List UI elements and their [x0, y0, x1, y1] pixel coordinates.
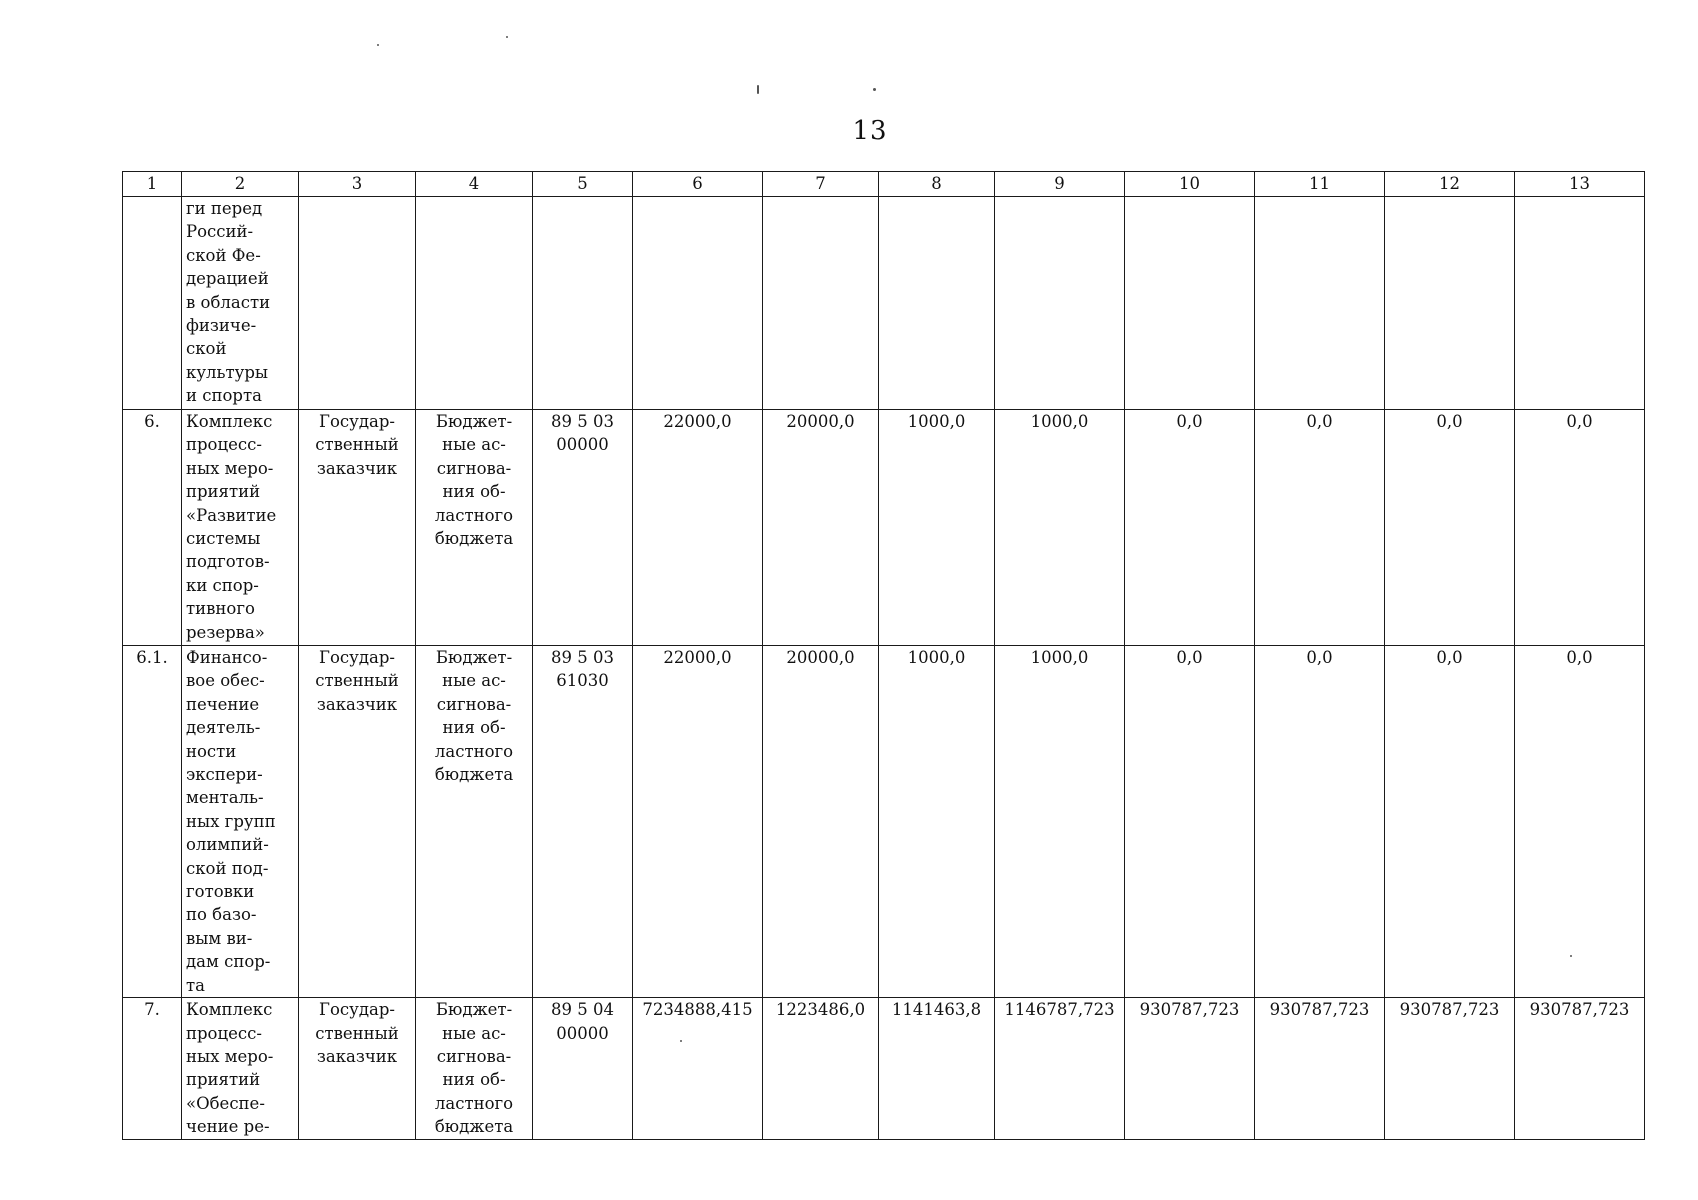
amount-cell: 930787,723 [1385, 998, 1515, 1139]
cell-line: «Развитие [186, 505, 277, 525]
cell-line: заказчик [316, 694, 398, 714]
customer-cell [299, 410, 416, 646]
amount-cell [1125, 197, 1255, 410]
cell-line: ности [186, 741, 237, 761]
cell-line: Бюджет- [435, 1000, 513, 1020]
amount-cell: 930787,723 [1255, 998, 1385, 1139]
cell-line: ные ас- [442, 435, 506, 455]
measure-name-cell [182, 197, 299, 410]
measure-name-cell [182, 646, 299, 998]
page-number: 13 [852, 116, 888, 146]
cell-line: ния об- [442, 482, 506, 502]
amount-cell: 1000,0 [995, 410, 1125, 646]
row-number-cell [123, 197, 182, 410]
scan-speck [873, 88, 876, 91]
cell-line: деятель- [186, 718, 261, 738]
column-header: 11 [1255, 172, 1385, 197]
cell-line: 89 5 03 [551, 412, 614, 431]
amount-cell: 1141463,8 [879, 998, 995, 1139]
customer-cell [299, 998, 416, 1139]
measure-name-cell [182, 410, 299, 646]
funding-source-cell [416, 410, 533, 646]
table-body [123, 197, 1645, 1140]
amount-cell: 0,0 [1515, 646, 1645, 998]
cell-line: готовки [186, 882, 255, 902]
cell-line: ных меро- [186, 458, 274, 478]
amount-cell: 0,0 [1385, 410, 1515, 646]
budget-code-cell [533, 646, 633, 998]
column-header: 7 [763, 172, 879, 197]
cell-line: олимпий- [186, 835, 269, 855]
budget-table [122, 171, 1645, 1140]
amount-cell [995, 197, 1125, 410]
cell-line: ственный [315, 435, 399, 455]
cell-line: системы [186, 529, 261, 549]
cell-line: ластного [434, 741, 514, 761]
amount-cell: 20000,0 [763, 410, 879, 646]
amount-cell: 22000,0 [633, 410, 763, 646]
customer-cell [299, 197, 416, 410]
customer-cell [299, 646, 416, 998]
cell-line: приятий [186, 1070, 261, 1090]
cell-line: ки спор- [186, 575, 259, 595]
cell-line: ния об- [442, 1070, 506, 1090]
column-header: 3 [299, 172, 416, 197]
cell-line: процесс- [186, 435, 262, 455]
cell-line: бюджета [434, 529, 514, 549]
funding-source-cell [416, 998, 533, 1139]
cell-line: сигнова- [436, 1046, 512, 1066]
cell-line: ской [186, 339, 227, 359]
column-header: 2 [182, 172, 299, 197]
column-header: 12 [1385, 172, 1515, 197]
cell-line: ственный [315, 671, 399, 691]
header-row [123, 172, 1645, 197]
cell-line: подготов- [186, 552, 270, 572]
measure-name-cell [182, 998, 299, 1139]
cell-line: вым ви- [186, 928, 253, 948]
cell-line: ные ас- [442, 1023, 506, 1043]
cell-line: бюджета [434, 1117, 514, 1137]
column-header: 8 [879, 172, 995, 197]
cell-line: ния об- [442, 718, 506, 738]
amount-cell: 1000,0 [879, 646, 995, 998]
cell-line: вое обес- [186, 671, 265, 691]
cell-line: 89 5 03 [551, 648, 614, 667]
cell-line: та [186, 975, 205, 995]
amount-cell: 20000,0 [763, 646, 879, 998]
cell-line: дерацией [186, 269, 269, 289]
cell-line: ственный [315, 1023, 399, 1043]
cell-line: сигнова- [436, 694, 512, 714]
cell-line: Государ- [319, 412, 395, 431]
cell-line: ных меро- [186, 1046, 274, 1066]
amount-cell [879, 197, 995, 410]
column-header: 6 [633, 172, 763, 197]
amount-cell: 0,0 [1255, 410, 1385, 646]
cell-line: ской Фе- [186, 245, 261, 265]
amount-cell: 1000,0 [879, 410, 995, 646]
amount-cell: 1223486,0 [763, 998, 879, 1139]
amount-cell [1385, 197, 1515, 410]
cell-line: заказчик [316, 1046, 398, 1066]
column-header: 10 [1125, 172, 1255, 197]
amount-cell: 0,0 [1125, 410, 1255, 646]
funding-source-cell [416, 197, 533, 410]
column-header: 1 [123, 172, 182, 197]
table-row [123, 998, 1645, 1139]
cell-line: сигнова- [436, 458, 512, 478]
cell-line: приятий [186, 482, 261, 502]
cell-line: чение ре- [186, 1117, 270, 1137]
amount-cell: 930787,723 [1515, 998, 1645, 1139]
cell-line: печение [186, 694, 260, 714]
amount-cell: 0,0 [1255, 646, 1385, 998]
amount-cell [763, 197, 879, 410]
cell-line: культуры [186, 362, 269, 382]
cell-line: тивного [186, 599, 255, 619]
cell-line: ской под- [186, 858, 269, 878]
cell-line: ги перед [186, 199, 263, 218]
column-header: 13 [1515, 172, 1645, 197]
cell-line: физиче- [186, 316, 257, 336]
cell-line: «Обеспе- [186, 1093, 265, 1113]
cell-line: 61030 [556, 671, 609, 691]
scan-speck [506, 36, 508, 38]
cell-line: Россий- [186, 222, 254, 242]
cell-line: Комплекс [186, 412, 273, 431]
cell-line: бюджета [434, 765, 514, 785]
funding-source-cell [416, 646, 533, 998]
amount-cell: 1000,0 [995, 646, 1125, 998]
table-row [123, 197, 1645, 410]
cell-line: ные ас- [442, 671, 506, 691]
amount-cell [633, 197, 763, 410]
amount-cell: 1146787,723 [995, 998, 1125, 1139]
cell-line: резерва» [186, 622, 265, 642]
amount-cell: 22000,0 [633, 646, 763, 998]
amount-cell: 0,0 [1125, 646, 1255, 998]
cell-line: менталь- [186, 788, 264, 808]
table-row [123, 410, 1645, 646]
amount-cell: 930787,723 [1125, 998, 1255, 1139]
column-header: 4 [416, 172, 533, 197]
cell-line: Государ- [319, 648, 395, 667]
budget-code-cell [533, 998, 633, 1139]
amount-cell: 0,0 [1385, 646, 1515, 998]
cell-line: Комплекс [186, 1000, 273, 1020]
cell-line: Бюджет- [435, 648, 513, 667]
amount-cell: 0,0 [1515, 410, 1645, 646]
cell-line: экспери- [186, 765, 263, 785]
cell-line: дам спор- [186, 952, 271, 972]
budget-code-cell [533, 410, 633, 646]
cell-line: Бюджет- [435, 412, 513, 431]
column-header: 9 [995, 172, 1125, 197]
cell-line: 00000 [556, 435, 609, 455]
cell-line: заказчик [316, 458, 398, 478]
cell-line: Финансо- [186, 648, 268, 667]
cell-line: 89 5 04 [551, 1000, 614, 1020]
cell-line: ластного [434, 505, 514, 525]
row-number-cell: 7. [123, 998, 182, 1139]
row-number-cell: 6. [123, 410, 182, 646]
cell-line: по базо- [186, 905, 257, 925]
cell-line: ластного [434, 1093, 514, 1113]
cell-line: ных групп [186, 811, 276, 831]
column-header: 5 [533, 172, 633, 197]
amount-cell [1515, 197, 1645, 410]
amount-cell: 7234888,415 [633, 998, 763, 1139]
amount-cell [1255, 197, 1385, 410]
scan-speck [377, 44, 379, 46]
cell-line: и спорта [186, 386, 262, 406]
budget-code-cell [533, 197, 633, 410]
cell-line: Государ- [319, 1000, 395, 1020]
cell-line: 00000 [556, 1023, 609, 1043]
table-row [123, 646, 1645, 998]
cell-line: в области [186, 292, 271, 312]
scan-speck [757, 85, 759, 94]
cell-line: процесс- [186, 1023, 262, 1043]
row-number-cell: 6.1. [123, 646, 182, 998]
